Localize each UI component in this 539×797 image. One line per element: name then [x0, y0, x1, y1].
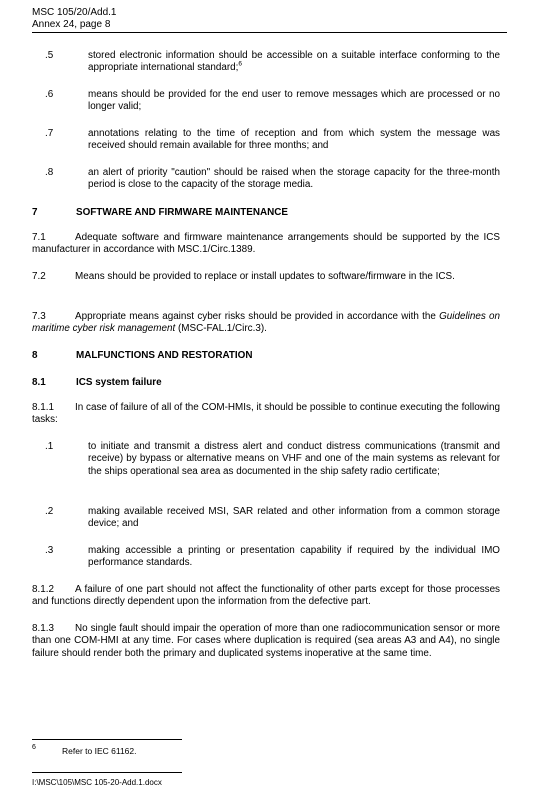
paragraph-number: 7.3: [32, 311, 46, 322]
paragraph: [32, 311, 500, 336]
paragraph: [32, 232, 500, 257]
page-header: [32, 7, 117, 31]
footer-rule: [32, 772, 182, 773]
annex-page: Annex 24, page 8: [32, 19, 111, 30]
footnote-rule: [32, 739, 182, 740]
paragraph-number: 8.1.1: [32, 402, 54, 413]
paragraph-number: 7.1: [32, 232, 46, 243]
paragraph: [32, 271, 500, 283]
paragraph-text: Means should be provided to replace or install updates to software/firmware in the ICS.: [75, 271, 455, 282]
footnote-text: Refer to IEC 61162.: [62, 746, 137, 756]
section-title: SOFTWARE AND FIRMWARE MAINTENANCE: [76, 207, 288, 218]
list-item-text: making accessible a printing or presentation capability if required by the individual IMO performance standards.: [88, 545, 500, 569]
paragraph-number: 8.1.3: [32, 623, 54, 634]
paragraph-text-end: (MSC-FAL.1/Circ.3).: [175, 323, 267, 335]
doc-code: MSC 105/20/Add.1: [32, 7, 117, 18]
list-item-number: .3: [45, 545, 54, 556]
header-rule: [32, 32, 507, 33]
footnote-number: 6: [32, 744, 36, 751]
list-item-number: .6: [45, 89, 54, 100]
paragraph-number: 7.2: [32, 271, 46, 282]
list-item-text: to initiate and transmit a distress alert and conduct distress communications (transmit and receive) by bypass or alternative means on VHF and one of the main systems as relevant for the ships operational sea area as documented in the ship safety radio certificate;: [88, 441, 500, 477]
paragraph: [32, 402, 500, 427]
list-item-number: .5: [45, 50, 54, 61]
list-item: [88, 50, 500, 75]
paragraph: [32, 623, 500, 660]
paragraph-text: No single fault should impair the operation of more than one radiocommunication sensor or more than one COM-HMI at any time. For cases where duplication is required (sea areas A3 and A4), no single failure should render both the primary and duplicated systems inoperative at the same time.: [32, 623, 500, 659]
paragraph-text: In case of failure of all of the COM-HMIs, it should be possible to continue executing the following tasks:: [32, 402, 500, 426]
paragraph: [32, 584, 500, 609]
paragraph-number: 8.1.2: [32, 584, 54, 595]
paragraph-text: Adequate software and firmware maintenance arrangements should be supported by the ICS manufacturer in accordance with MSC.1/Circ.1389.: [32, 232, 500, 256]
section-number: 7: [32, 207, 38, 218]
file-path: I:\MSC\105\MSC 105-20-Add.1.docx: [32, 778, 162, 787]
list-item-text: stored electronic information should be accessible on a suitable interface conforming to the appropriate international standard;: [88, 50, 500, 74]
section-number: 8: [32, 350, 38, 361]
paragraph-text: A failure of one part should not affect the functionality of other parts except for those processes and functions directly dependent upon the information from the defective part.: [32, 584, 500, 608]
list-item-text: an alert of priority "caution" should be raised when the storage capacity for the three-month period is close to the capacity of the storage media.: [88, 167, 500, 191]
list-item-text: making available received MSI, SAR related and other information from a common storage device; and: [88, 506, 500, 530]
list-item-number: .8: [45, 167, 54, 178]
footnote-ref: 6: [238, 61, 243, 69]
list-item-text: annotations relating to the time of reception and from which system the message was received should remain available for three months; and: [88, 128, 500, 152]
section-title: MALFUNCTIONS AND RESTORATION: [76, 350, 253, 361]
guidelines-title: Guidelines on maritime cyber risk management: [32, 311, 500, 335]
paragraph-text: Appropriate means against cyber risks should be provided in accordance with the: [75, 311, 440, 322]
list-item-number: .1: [45, 441, 54, 452]
subsection-title: ICS system failure: [76, 377, 162, 388]
subsection-number: 8.1: [32, 377, 46, 388]
list-item-text: means should be provided for the end user to remove messages which are processed or no longer valid;: [88, 89, 500, 113]
list-item-number: .2: [45, 506, 54, 517]
list-item-number: .7: [45, 128, 54, 139]
